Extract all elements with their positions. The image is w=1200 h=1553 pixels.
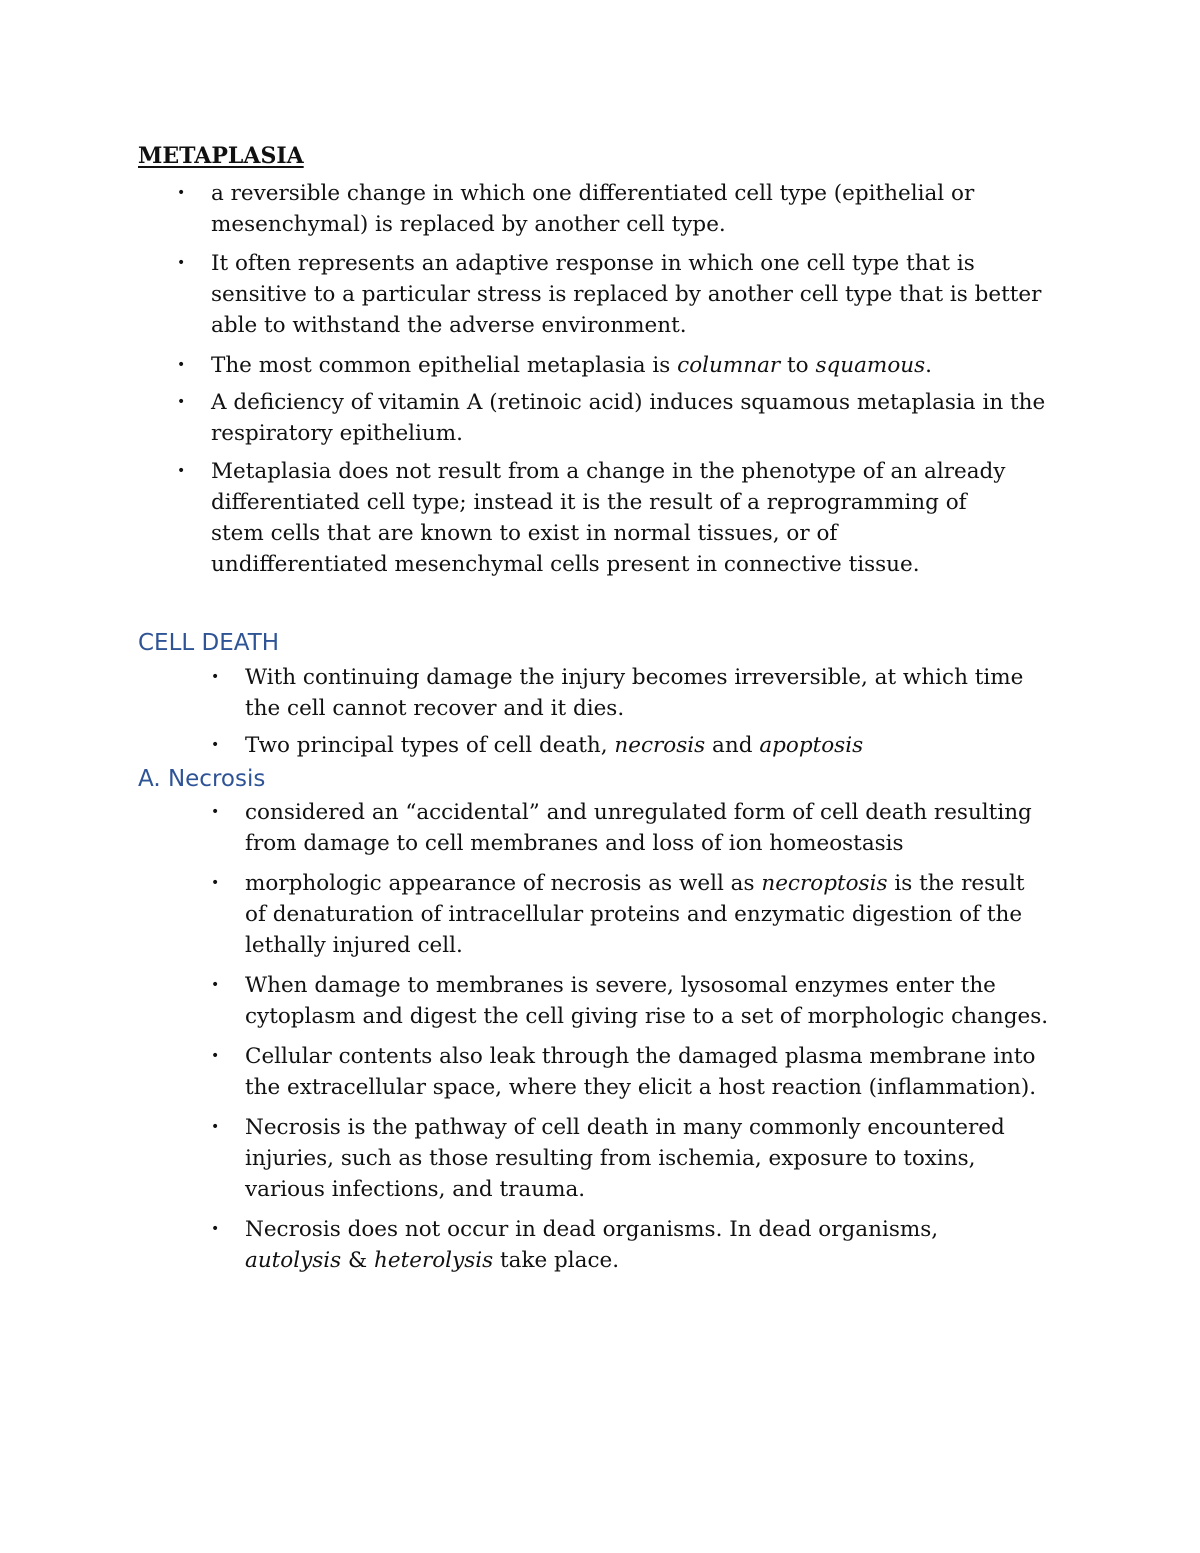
bullet-icon: • — [177, 185, 186, 201]
bullet-icon: • — [211, 875, 220, 891]
list-item: • morphologic appearance of necrosis as well as necroptosis is the result of denaturation of intracellular proteins and enzymatic digestion of the lethally injured cell. — [245, 868, 1035, 961]
list-item: • A deficiency of vitamin A (retinoic acid) induces squamous metaplasia in the respiratory epithelium. — [211, 387, 1061, 449]
list-item: • Cellular contents also leak through the damaged plasma membrane into the extracellular space, where they elicit a host reaction (inflammation). — [245, 1041, 1065, 1103]
bullet-icon: • — [177, 394, 186, 410]
list-item: • It often represents an adaptive response in which one cell type that is sensitive to a particular stress is replaced by another cell type that is better able to withstand the adverse environment. — [211, 248, 1061, 341]
bullet-icon: • — [211, 669, 220, 685]
bullet-icon: • — [211, 1048, 220, 1064]
heading-cell-death: CELL DEATH — [138, 630, 280, 656]
bullet-icon: • — [211, 804, 220, 820]
list-item: • Two principal types of cell death, necrosis and apoptosis — [245, 730, 1105, 761]
necrosis-list — [211, 797, 1105, 1276]
bullet-icon: • — [177, 255, 186, 271]
list-item: • Necrosis is the pathway of cell death in many commonly encountered injuries, such as those resulting from ischemia, exposure to toxins, various infections, and trauma. — [245, 1112, 1035, 1205]
bullet-icon: • — [211, 977, 220, 993]
list-item: • a reversible change in which one differentiated cell type (epithelial or mesenchymal) is replaced by another cell type. — [211, 178, 1061, 240]
bullet-icon: • — [211, 737, 220, 753]
list-item: • Necrosis does not occur in dead organisms. In dead organisms, autolysis & heterolysis take place. — [245, 1214, 1035, 1276]
list-item: • When damage to membranes is severe, lysosomal enzymes enter the cytoplasm and digest the cell giving rise to a set of morphologic changes. — [245, 970, 1065, 1032]
bullet-icon: • — [177, 357, 186, 373]
list-item: • The most common epithelial metaplasia is columnar to squamous. — [211, 350, 1091, 381]
cell-death-list — [211, 662, 1105, 761]
bullet-icon: • — [211, 1221, 220, 1237]
metaplasia-list — [177, 178, 1091, 580]
list-item: • With continuing damage the injury becomes irreversible, at which time the cell cannot recover and it dies. — [245, 662, 1065, 724]
bullet-icon: • — [211, 1119, 220, 1135]
heading-necrosis: A. Necrosis — [138, 766, 266, 792]
list-item: • Metaplasia does not result from a change in the phenotype of an already differentiated cell type; instead it is the result of a reprogramming of stem cells that are known to exist in normal tissues, or of undifferentiated mesenchymal cells present in connective tissue. — [211, 456, 1011, 580]
bullet-icon: • — [177, 463, 186, 479]
list-item: • considered an “accidental” and unregulated form of cell death resulting from damage to cell membranes and loss of ion homeostasis — [245, 797, 1035, 859]
heading-metaplasia: METAPLASIA — [138, 143, 304, 169]
